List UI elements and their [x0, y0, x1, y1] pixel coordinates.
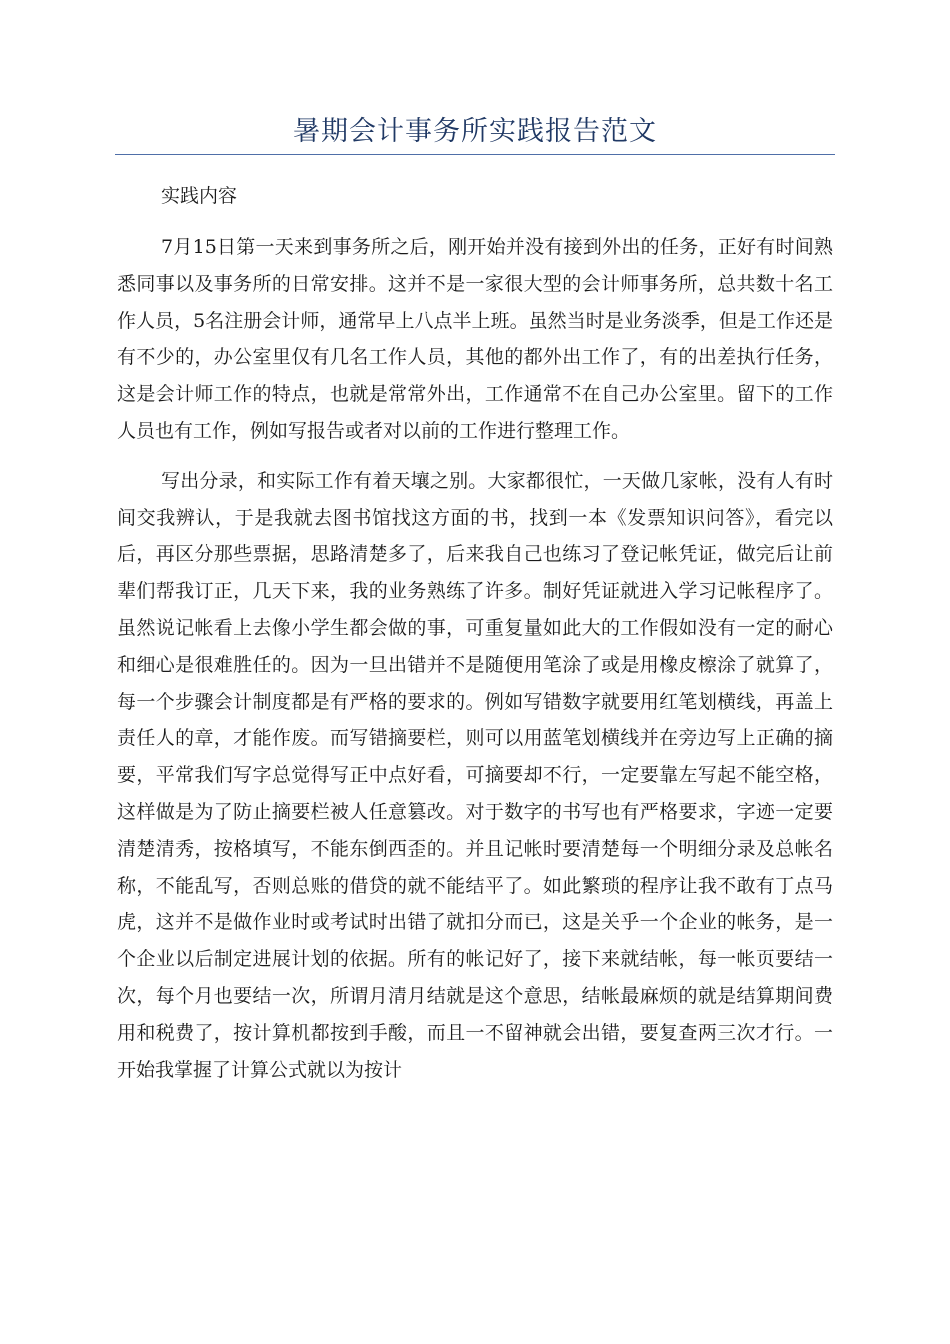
document-body: [117, 176, 833, 1088]
paragraph-1: 7月15日第一天来到事务所之后，刚开始并没有接到外出的任务，正好有时间熟悉同事以及事务所的日常安排。这并不是一家很大型的会计师事务所，总共数十名工作人员，5名注册会计师，通常早上八点半上班。虽然当时是业务淡季，但是工作还是有不少的，办公室里仅有几名工作人员，其他的都外出工作了，有的出差执行任务，这是会计师工作的特点，也就是常常外出，工作通常不在自己办公室里。留下的工作人员也有工作，例如写报告或者对以前的工作进行整理工作。: [117, 236, 833, 442]
paragraph-2: 写出分录，和实际工作有着天壤之别。大家都很忙，一天做几家帐，没有人有时间交我辨认，于是我就去图书馆找这方面的书，找到一本《发票知识问答》，看完以后，再区分那些票据，思路清楚多了，后来我自己也练习了登记帐凭证，做完后让前辈们帮我订正，几天下来，我的业务熟练了许多。制好凭证就进入学习记帐程序了。虽然说记帐看上去像小学生都会做的事，可重复量如此大的工作假如没有一定的耐心和细心是很难胜任的。因为一旦出错并不是随便用笔涂了或是用橡皮檫涂了就算了，每一个步骤会计制度都是有严格的要求的。例如写错数字就要用红笔划横线，再盖上责任人的章，才能作废。而写错摘要栏，则可以用蓝笔划横线并在旁边写上正确的摘要，平常我们写字总觉得写正中点好看，可摘要却不行，一定要靠左写起不能空格，这样做是为了防止摘要栏被人任意篡改。对于数字的书写也有严格要求，字迹一定要清楚清秀，按格填写，不能东倒西歪的。并且记帐时要清楚每一个明细分录及总帐名称，不能乱写，否则总账的借贷的就不能结平了。如此繁琐的程序让我不敢有丁点马虎，这并不是做作业时或考试时出错了就扣分而已，这是关乎一个企业的帐务，是一个企业以后制定进展计划的依据。所有的帐记好了，接下来就结帐，每一帐页要结一次，每个月也要结一次，所谓月清月结就是这个意思，结帐最麻烦的就是结算期间费用和税费了，按计算机都按到手酸，而且一不留神就会出错，要复查两三次才行。一开始我掌握了计算公式就以为按计: [117, 469, 833, 1081]
section-heading: 实践内容: [161, 185, 238, 207]
document-title: 暑期会计事务所实践报告范文: [293, 116, 657, 147]
title-underline: [115, 154, 835, 155]
